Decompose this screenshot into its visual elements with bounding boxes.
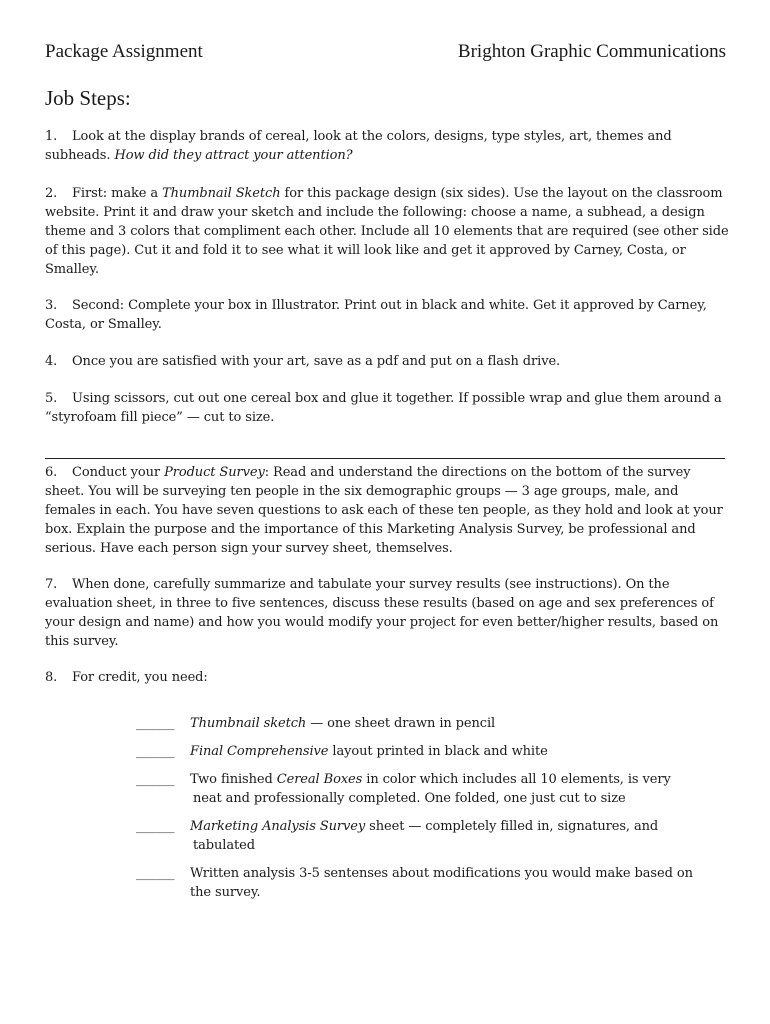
step-text: For credit, you need: [72,670,208,685]
step-italic: Product Survey [164,465,265,480]
step-text: Using scissors, cut out one cereal box and glue it together. If possible wrap and glue them around a “styrofoam fill piece” — cut to size. [45,391,722,425]
step-italic: How did they attract your attention? [114,148,353,163]
step-text: When done, carefully summarize and tabulate your survey results (see instructions). On the evaluation sheet, in three to five sentences, discuss these results (based on age and sex preferences of your design and name) and how you would modify your project for even better/higher results, based on this survey. [45,577,719,649]
step-7 [45,575,731,651]
credit-blank: ______ [136,744,175,759]
step-1 [45,127,731,165]
credit-text: in color which includes all 10 elements, is very [366,772,671,787]
credit-blank: ______ [136,716,175,731]
step-number: 4. [45,354,58,369]
step-text: Once you are satisfied with your art, save as a pdf and put on a flash drive. [72,354,561,369]
credit-continuation: neat and professionally completed. One folded, one just cut to size [193,791,626,806]
credit-text: Written analysis 3-5 sentenses about modifications you would make based on [190,866,693,881]
divider-line [45,458,725,459]
school-name: Brighton Graphic Communications [457,41,726,62]
credit-italic: Final Comprehensive [190,744,329,759]
credit-item-cereal-boxes [136,770,716,808]
credit-text: — one sheet drawn in pencil [310,716,496,731]
step-4 [45,352,731,371]
credit-italic: Cereal Boxes [276,772,363,787]
page-header [45,41,726,69]
credit-italic: Marketing Analysis Survey [190,819,366,834]
credit-item-comprehensive [136,742,716,761]
credit-blank: ______ [136,772,175,787]
assignment-title: Package Assignment [45,41,203,62]
credit-italic: Thumbnail sketch [190,716,307,731]
step-8 [45,668,731,687]
credit-item-thumbnail [136,714,716,733]
step-text: First: make a [72,186,159,201]
step-number: 1. [45,129,58,144]
step-text: : Read and understand the directions on the bottom of the survey sheet. You will be surveying ten people in the six demographic groups — 3 age groups, male, and females in each. You have seven questions to ask each of these ten people, as they hold and look at your box. Explain the purpose and the importance of this Marketing Analysis Survey, be professional and serious. Have each person sign your survey sheet, themselves. [45,465,723,556]
credit-blank: ______ [136,819,175,834]
step-text: Second: Complete your box in Illustrator. Print out in black and white. Get it approved by Carney, Costa, or Smalley. [45,298,707,332]
step-number: 8. [45,670,58,685]
step-text: Conduct your [72,465,161,480]
step-number: 7. [45,577,58,592]
step-number: 5. [45,391,58,406]
credit-continuation: the survey. [190,885,261,900]
step-2 [45,184,731,279]
credit-text: Two finished [190,772,273,787]
credit-item-survey [136,817,716,855]
credit-text: layout printed in black and white [332,744,548,759]
step-text: Look at the display brands of cereal, look at the colors, designs, type styles, art, themes and subheads. [45,129,672,163]
step-number: 2. [45,186,58,201]
step-italic: Thumbnail Sketch [162,186,281,201]
step-5 [45,389,731,427]
credit-continuation: tabulated [193,838,255,853]
step-6 [45,463,731,558]
credit-text: sheet — completely filled in, signatures, and [369,819,659,834]
step-number: 3. [45,298,58,313]
credit-blank: ______ [136,866,175,881]
step-text: for this package design (six sides). Use the layout on the classroom website. Print it and draw your sketch and include the following: choose a name, a subhead, a design theme and 3 colors that compliment each other. Include all 10 elements that are required (see other side of this page). Cut it and fold it to see what it will look like and get it approved by Carney, Costa, or Smalley. [45,186,729,277]
section-title: Job Steps: [45,86,131,110]
step-number: 6. [45,465,58,480]
step-3 [45,296,731,334]
credit-item-written-analysis [136,864,716,902]
